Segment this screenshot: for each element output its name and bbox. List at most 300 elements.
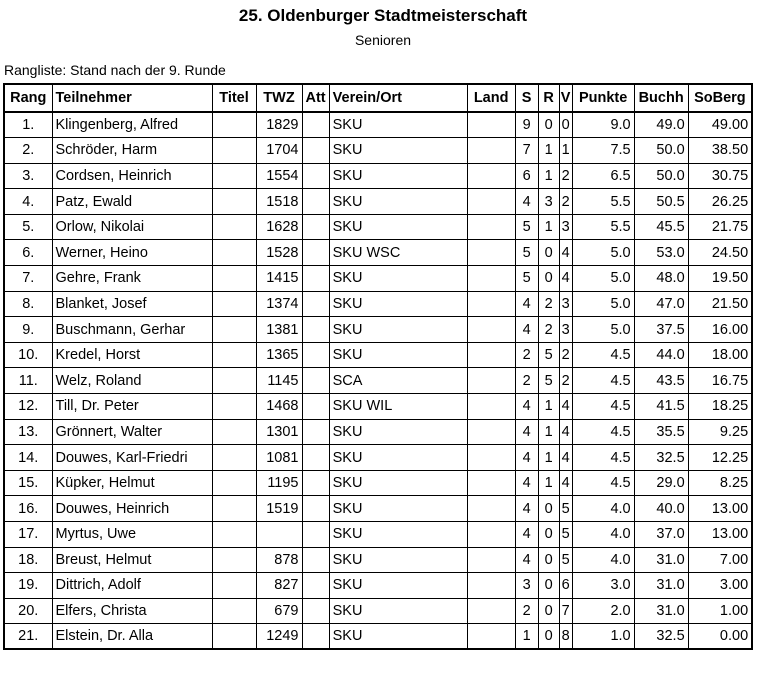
cell-participant: Douwes, Karl-Friedri [52, 445, 212, 471]
cell-buchholz: 31.0 [634, 547, 688, 573]
column-header-points: Punkte [572, 84, 634, 112]
cell-score-v: 2 [559, 368, 572, 394]
cell-sonneborn-berger: 38.50 [688, 138, 752, 164]
cell-country [467, 496, 515, 522]
column-header-club: Verein/Ort [329, 84, 467, 112]
cell-score-r: 0 [538, 547, 559, 573]
cell-twz: 1704 [256, 138, 302, 164]
cell-sonneborn-berger: 8.25 [688, 470, 752, 496]
cell-country [467, 163, 515, 189]
cell-score-v: 1 [559, 138, 572, 164]
cell-buchholz: 50.5 [634, 189, 688, 215]
cell-score-s: 4 [515, 189, 538, 215]
cell-rank: 15. [4, 470, 52, 496]
cell-participant: Orlow, Nikolai [52, 214, 212, 240]
cell-points: 5.0 [572, 291, 634, 317]
cell-att [302, 419, 329, 445]
cell-title [212, 240, 256, 266]
cell-club: SKU [329, 470, 467, 496]
cell-buchholz: 37.0 [634, 522, 688, 548]
cell-country [467, 573, 515, 599]
cell-country [467, 342, 515, 368]
cell-title [212, 317, 256, 343]
column-header-sonneborn-berger: SoBerg [688, 84, 752, 112]
cell-buchholz: 32.5 [634, 624, 688, 650]
cell-twz: 1519 [256, 496, 302, 522]
table-row [4, 394, 752, 420]
table-row [4, 445, 752, 471]
cell-country [467, 112, 515, 138]
cell-buchholz: 32.5 [634, 445, 688, 471]
cell-twz: 1829 [256, 112, 302, 138]
cell-sonneborn-berger: 9.25 [688, 419, 752, 445]
cell-score-v: 4 [559, 240, 572, 266]
cell-twz: 1628 [256, 214, 302, 240]
cell-title [212, 547, 256, 573]
cell-buchholz: 37.5 [634, 317, 688, 343]
cell-rank: 10. [4, 342, 52, 368]
cell-participant: Breust, Helmut [52, 547, 212, 573]
cell-title [212, 624, 256, 650]
cell-score-v: 0 [559, 112, 572, 138]
cell-country [467, 394, 515, 420]
cell-rank: 8. [4, 291, 52, 317]
column-header-rank: Rang [4, 84, 52, 112]
cell-rank: 13. [4, 419, 52, 445]
cell-score-r: 1 [538, 445, 559, 471]
cell-score-s: 6 [515, 163, 538, 189]
cell-club: SKU [329, 342, 467, 368]
cell-rank: 19. [4, 573, 52, 599]
cell-buchholz: 35.5 [634, 419, 688, 445]
cell-club: SKU [329, 291, 467, 317]
cell-twz: 1554 [256, 163, 302, 189]
cell-buchholz: 50.0 [634, 138, 688, 164]
cell-sonneborn-berger: 49.00 [688, 112, 752, 138]
cell-points: 2.0 [572, 598, 634, 624]
cell-points: 5.0 [572, 266, 634, 292]
cell-points: 4.0 [572, 496, 634, 522]
cell-club: SKU [329, 419, 467, 445]
cell-points: 5.5 [572, 189, 634, 215]
cell-country [467, 419, 515, 445]
cell-score-s: 5 [515, 240, 538, 266]
cell-sonneborn-berger: 19.50 [688, 266, 752, 292]
cell-rank: 9. [4, 317, 52, 343]
cell-score-r: 0 [538, 522, 559, 548]
cell-score-v: 5 [559, 547, 572, 573]
cell-country [467, 368, 515, 394]
cell-club: SKU [329, 445, 467, 471]
table-row [4, 214, 752, 240]
cell-participant: Myrtus, Uwe [52, 522, 212, 548]
cell-score-s: 4 [515, 291, 538, 317]
cell-score-s: 5 [515, 214, 538, 240]
cell-title [212, 368, 256, 394]
cell-score-r: 1 [538, 394, 559, 420]
cell-twz: 1518 [256, 189, 302, 215]
cell-rank: 12. [4, 394, 52, 420]
cell-score-s: 4 [515, 394, 538, 420]
cell-buchholz: 49.0 [634, 112, 688, 138]
cell-participant: Dittrich, Adolf [52, 573, 212, 599]
cell-twz: 1528 [256, 240, 302, 266]
cell-sonneborn-berger: 0.00 [688, 624, 752, 650]
cell-score-v: 3 [559, 317, 572, 343]
cell-title [212, 112, 256, 138]
cell-buchholz: 31.0 [634, 573, 688, 599]
cell-club: SKU [329, 112, 467, 138]
cell-points: 7.5 [572, 138, 634, 164]
cell-club: SKU [329, 317, 467, 343]
cell-score-v: 3 [559, 214, 572, 240]
cell-country [467, 189, 515, 215]
cell-participant: Schröder, Harm [52, 138, 212, 164]
cell-club: SKU [329, 189, 467, 215]
cell-score-v: 4 [559, 419, 572, 445]
cell-score-r: 1 [538, 214, 559, 240]
cell-buchholz: 53.0 [634, 240, 688, 266]
cell-att [302, 368, 329, 394]
column-header-score-s: S [515, 84, 538, 112]
cell-score-r: 0 [538, 624, 559, 650]
cell-country [467, 240, 515, 266]
cell-title [212, 522, 256, 548]
cell-twz: 1365 [256, 342, 302, 368]
table-header-row [4, 84, 752, 112]
cell-buchholz: 41.5 [634, 394, 688, 420]
cell-att [302, 112, 329, 138]
table-row [4, 317, 752, 343]
cell-att [302, 496, 329, 522]
cell-att [302, 342, 329, 368]
cell-score-s: 4 [515, 470, 538, 496]
cell-att [302, 394, 329, 420]
cell-att [302, 445, 329, 471]
cell-participant: Kredel, Horst [52, 342, 212, 368]
cell-club: SKU [329, 598, 467, 624]
cell-score-v: 4 [559, 445, 572, 471]
cell-twz: 1381 [256, 317, 302, 343]
cell-points: 4.5 [572, 419, 634, 445]
column-header-att: Att [302, 84, 329, 112]
cell-sonneborn-berger: 13.00 [688, 522, 752, 548]
cell-buchholz: 31.0 [634, 598, 688, 624]
cell-sonneborn-berger: 21.50 [688, 291, 752, 317]
cell-score-s: 3 [515, 573, 538, 599]
cell-sonneborn-berger: 3.00 [688, 573, 752, 599]
cell-points: 4.5 [572, 470, 634, 496]
cell-score-r: 0 [538, 240, 559, 266]
cell-points: 4.5 [572, 368, 634, 394]
cell-score-v: 2 [559, 342, 572, 368]
column-header-score-v: V [559, 84, 572, 112]
cell-score-v: 2 [559, 163, 572, 189]
cell-score-v: 2 [559, 189, 572, 215]
cell-buchholz: 45.5 [634, 214, 688, 240]
cell-country [467, 317, 515, 343]
cell-points: 5.0 [572, 317, 634, 343]
cell-sonneborn-berger: 1.00 [688, 598, 752, 624]
cell-att [302, 547, 329, 573]
cell-att [302, 470, 329, 496]
cell-att [302, 138, 329, 164]
cell-score-v: 5 [559, 522, 572, 548]
cell-points: 4.5 [572, 394, 634, 420]
cell-rank: 4. [4, 189, 52, 215]
table-row [4, 266, 752, 292]
cell-title [212, 138, 256, 164]
cell-score-r: 0 [538, 496, 559, 522]
cell-att [302, 317, 329, 343]
cell-score-s: 2 [515, 598, 538, 624]
table-row [4, 624, 752, 650]
cell-country [467, 522, 515, 548]
cell-participant: Elstein, Dr. Alla [52, 624, 212, 650]
table-row [4, 189, 752, 215]
cell-participant: Welz, Roland [52, 368, 212, 394]
cell-twz: 1249 [256, 624, 302, 650]
cell-participant: Elfers, Christa [52, 598, 212, 624]
cell-rank: 1. [4, 112, 52, 138]
cell-title [212, 394, 256, 420]
cell-score-s: 7 [515, 138, 538, 164]
cell-points: 5.5 [572, 214, 634, 240]
cell-rank: 7. [4, 266, 52, 292]
cell-score-v: 8 [559, 624, 572, 650]
cell-score-v: 6 [559, 573, 572, 599]
cell-sonneborn-berger: 16.00 [688, 317, 752, 343]
cell-score-r: 0 [538, 266, 559, 292]
cell-twz [256, 522, 302, 548]
cell-score-v: 4 [559, 266, 572, 292]
table-row [4, 163, 752, 189]
cell-participant: Till, Dr. Peter [52, 394, 212, 420]
cell-att [302, 163, 329, 189]
cell-att [302, 189, 329, 215]
cell-score-r: 0 [538, 112, 559, 138]
column-header-title: Titel [212, 84, 256, 112]
cell-club: SKU [329, 496, 467, 522]
cell-score-s: 9 [515, 112, 538, 138]
ranking-table [3, 83, 753, 650]
cell-participant: Douwes, Heinrich [52, 496, 212, 522]
cell-sonneborn-berger: 26.25 [688, 189, 752, 215]
cell-score-v: 5 [559, 496, 572, 522]
cell-twz: 878 [256, 547, 302, 573]
cell-twz: 1374 [256, 291, 302, 317]
table-row [4, 470, 752, 496]
cell-club: SCA [329, 368, 467, 394]
cell-score-s: 4 [515, 496, 538, 522]
cell-participant: Blanket, Josef [52, 291, 212, 317]
cell-points: 4.5 [572, 342, 634, 368]
cell-buchholz: 43.5 [634, 368, 688, 394]
cell-buchholz: 50.0 [634, 163, 688, 189]
cell-country [467, 291, 515, 317]
cell-title [212, 573, 256, 599]
cell-country [467, 470, 515, 496]
page-title: 25. Oldenburger Stadtmeisterschaft [238, 6, 528, 25]
cell-score-r: 5 [538, 368, 559, 394]
cell-points: 3.0 [572, 573, 634, 599]
cell-att [302, 291, 329, 317]
cell-score-s: 4 [515, 317, 538, 343]
cell-att [302, 214, 329, 240]
cell-participant: Cordsen, Heinrich [52, 163, 212, 189]
cell-twz: 1301 [256, 419, 302, 445]
cell-score-r: 2 [538, 317, 559, 343]
table-row [4, 342, 752, 368]
table-row [4, 419, 752, 445]
table-row [4, 138, 752, 164]
cell-club: SKU [329, 138, 467, 164]
cell-rank: 20. [4, 598, 52, 624]
column-header-country: Land [467, 84, 515, 112]
cell-points: 5.0 [572, 240, 634, 266]
table-row [4, 112, 752, 138]
cell-rank: 5. [4, 214, 52, 240]
cell-participant: Grönnert, Walter [52, 419, 212, 445]
cell-country [467, 214, 515, 240]
cell-points: 4.0 [572, 547, 634, 573]
cell-att [302, 266, 329, 292]
cell-twz: 1195 [256, 470, 302, 496]
cell-title [212, 419, 256, 445]
cell-sonneborn-berger: 24.50 [688, 240, 752, 266]
cell-buchholz: 40.0 [634, 496, 688, 522]
cell-participant: Gehre, Frank [52, 266, 212, 292]
cell-rank: 3. [4, 163, 52, 189]
cell-rank: 16. [4, 496, 52, 522]
cell-score-r: 5 [538, 342, 559, 368]
cell-twz: 1145 [256, 368, 302, 394]
cell-twz: 1081 [256, 445, 302, 471]
cell-rank: 21. [4, 624, 52, 650]
cell-score-s: 4 [515, 419, 538, 445]
table-body [4, 112, 752, 649]
cell-att [302, 598, 329, 624]
table-row [4, 598, 752, 624]
cell-points: 1.0 [572, 624, 634, 650]
page-subtitle: Senioren [354, 32, 412, 48]
cell-twz: 827 [256, 573, 302, 599]
cell-points: 4.5 [572, 445, 634, 471]
cell-twz: 1468 [256, 394, 302, 420]
cell-club: SKU [329, 522, 467, 548]
cell-club: SKU [329, 624, 467, 650]
cell-score-r: 3 [538, 189, 559, 215]
cell-club: SKU [329, 163, 467, 189]
cell-club: SKU [329, 266, 467, 292]
cell-buchholz: 47.0 [634, 291, 688, 317]
cell-score-r: 1 [538, 419, 559, 445]
cell-title [212, 470, 256, 496]
cell-points: 9.0 [572, 112, 634, 138]
cell-country [467, 266, 515, 292]
column-header-buchholz: Buchh [634, 84, 688, 112]
cell-title [212, 445, 256, 471]
cell-country [467, 624, 515, 650]
cell-title [212, 342, 256, 368]
table-row [4, 368, 752, 394]
cell-twz: 1415 [256, 266, 302, 292]
table-row [4, 291, 752, 317]
cell-sonneborn-berger: 18.25 [688, 394, 752, 420]
cell-rank: 2. [4, 138, 52, 164]
cell-sonneborn-berger: 30.75 [688, 163, 752, 189]
cell-score-v: 3 [559, 291, 572, 317]
cell-title [212, 598, 256, 624]
column-header-score-r: R [538, 84, 559, 112]
cell-participant: Werner, Heino [52, 240, 212, 266]
cell-score-r: 1 [538, 470, 559, 496]
table-row [4, 496, 752, 522]
cell-club: SKU [329, 214, 467, 240]
cell-points: 6.5 [572, 163, 634, 189]
cell-score-r: 2 [538, 291, 559, 317]
cell-score-s: 4 [515, 522, 538, 548]
cell-club: SKU WSC [329, 240, 467, 266]
cell-participant: Klingenberg, Alfred [52, 112, 212, 138]
cell-title [212, 214, 256, 240]
cell-rank: 18. [4, 547, 52, 573]
cell-sonneborn-berger: 12.25 [688, 445, 752, 471]
column-header-participant: Teilnehmer [52, 84, 212, 112]
cell-rank: 6. [4, 240, 52, 266]
cell-score-r: 0 [538, 598, 559, 624]
cell-sonneborn-berger: 18.00 [688, 342, 752, 368]
cell-buchholz: 29.0 [634, 470, 688, 496]
cell-att [302, 240, 329, 266]
cell-score-r: 1 [538, 138, 559, 164]
table-row [4, 240, 752, 266]
cell-twz: 679 [256, 598, 302, 624]
cell-sonneborn-berger: 7.00 [688, 547, 752, 573]
cell-title [212, 266, 256, 292]
cell-sonneborn-berger: 21.75 [688, 214, 752, 240]
cell-country [467, 445, 515, 471]
cell-score-v: 4 [559, 394, 572, 420]
cell-score-s: 5 [515, 266, 538, 292]
cell-score-s: 4 [515, 547, 538, 573]
column-header-twz: TWZ [256, 84, 302, 112]
cell-score-r: 1 [538, 163, 559, 189]
cell-participant: Küpker, Helmut [52, 470, 212, 496]
cell-score-v: 4 [559, 470, 572, 496]
cell-points: 4.0 [572, 522, 634, 548]
cell-country [467, 547, 515, 573]
cell-rank: 14. [4, 445, 52, 471]
ranking-caption: Rangliste: Stand nach der 9. Runde [4, 62, 226, 78]
cell-title [212, 496, 256, 522]
cell-title [212, 291, 256, 317]
cell-score-s: 2 [515, 368, 538, 394]
cell-country [467, 598, 515, 624]
cell-participant: Patz, Ewald [52, 189, 212, 215]
cell-sonneborn-berger: 16.75 [688, 368, 752, 394]
cell-country [467, 138, 515, 164]
table-row [4, 547, 752, 573]
cell-att [302, 522, 329, 548]
cell-rank: 17. [4, 522, 52, 548]
cell-buchholz: 44.0 [634, 342, 688, 368]
cell-title [212, 189, 256, 215]
cell-club: SKU [329, 547, 467, 573]
cell-score-s: 1 [515, 624, 538, 650]
cell-sonneborn-berger: 13.00 [688, 496, 752, 522]
cell-att [302, 624, 329, 650]
